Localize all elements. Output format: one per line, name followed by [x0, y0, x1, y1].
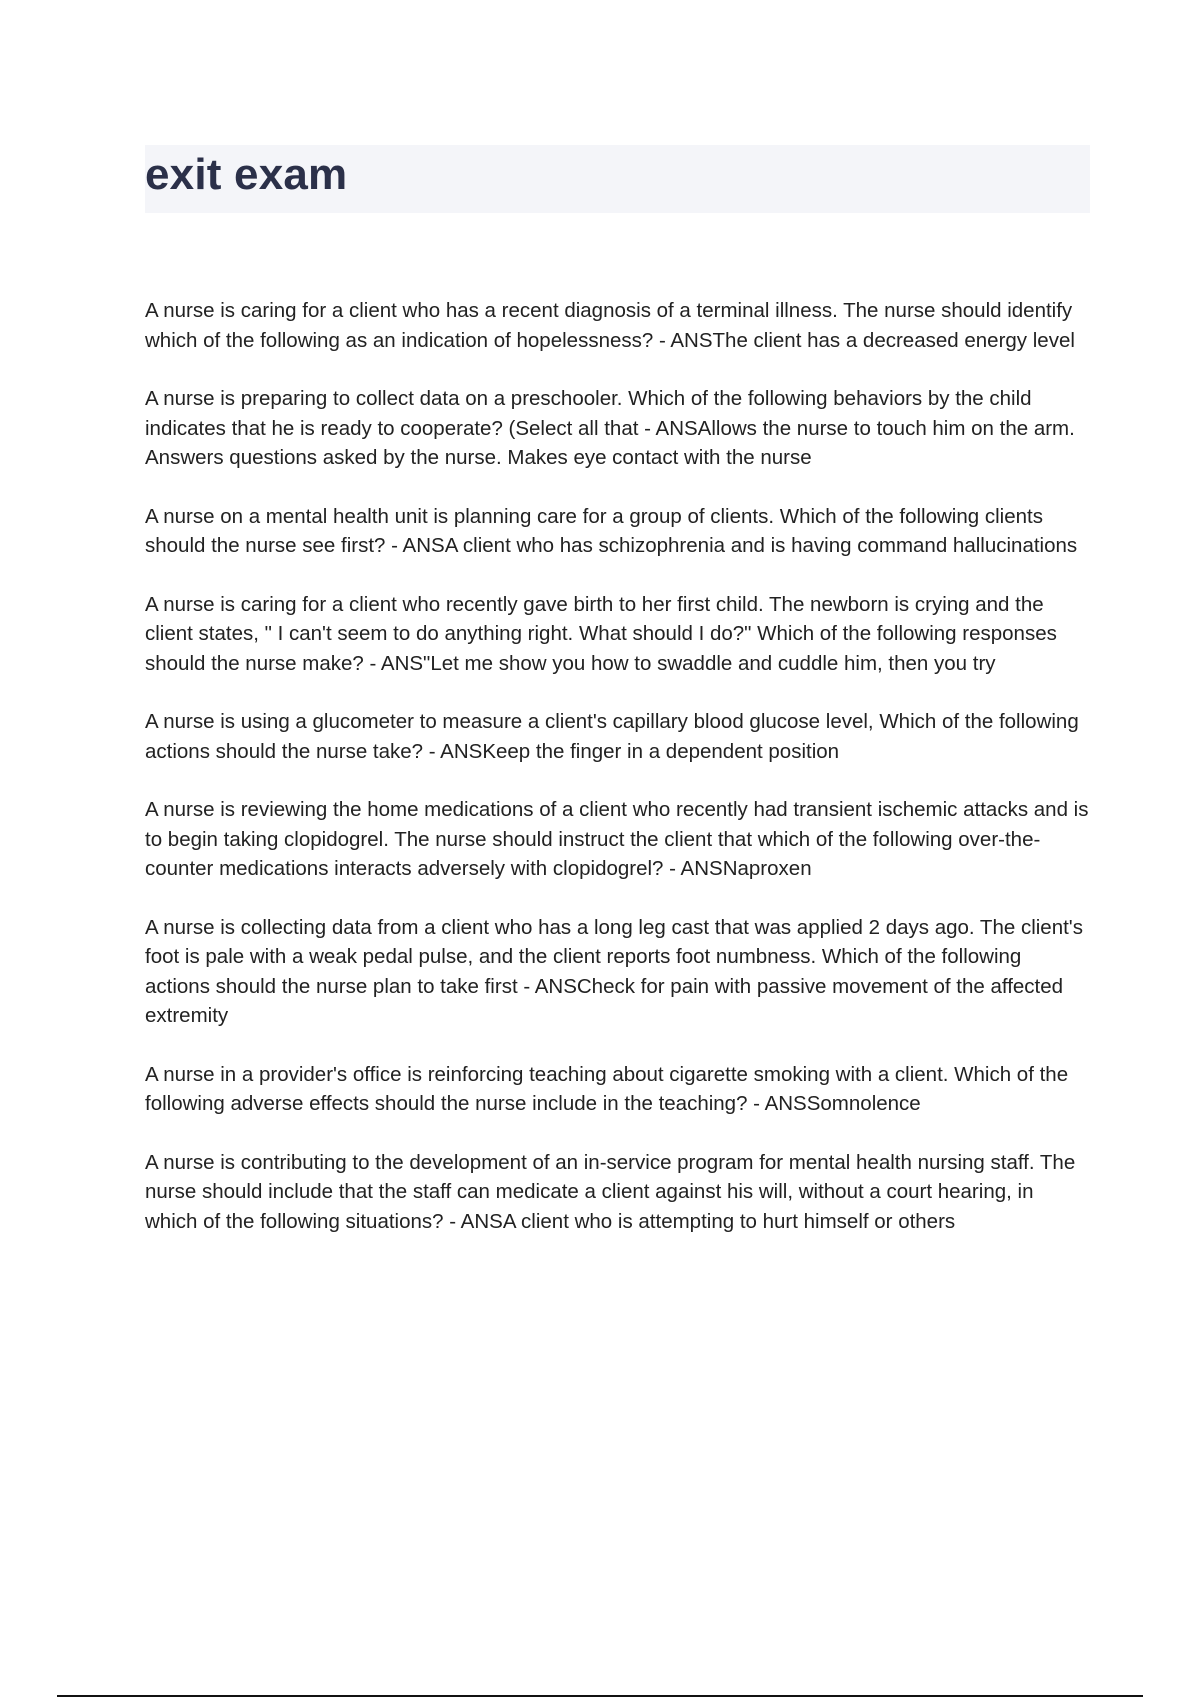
answer-text: Somnolence: [806, 1092, 921, 1115]
answer-text: A client who has schizophrenia and is having command hallucinations: [444, 534, 1078, 557]
question-text: A nurse is caring for a client who has a recent diagnosis of a terminal illness. The nurse should identify which of the following as an indication of hopelessness? - ANS: [145, 299, 1073, 352]
answer-text: Allows the nurse to touch him on the arm. Answers questions asked by the nurse. Makes eye contact with the nurse: [145, 416, 1075, 469]
answer-text: The client has a decreased energy level: [712, 328, 1075, 352]
answer-text: "Let me show you how to swaddle and cuddle him, then you try: [423, 651, 996, 675]
title-band: [145, 145, 1090, 213]
qa-item: [145, 1060, 1090, 1119]
question-text: A nurse is contributing to the development of an in-service program for mental health nursing staff. The nurse should include that the staff can medicate a client against his will, without a court hearing, in which of the following situations? - ANS: [145, 1150, 1076, 1233]
question-text: A nurse is collecting data from a client who has a long leg cast that was applied 2 days ago. The client's foot is pale with a weak pedal pulse, and the client reports foot numbness. Which of the following actions should the nurse plan to take first - ANS: [145, 915, 1083, 998]
answer-text: Check for pain with passive movement of the affected extremity: [145, 974, 1064, 1027]
question-text: A nurse on a mental health unit is planning care for a group of clients. Which of the following clients should the nurse see first? - ANS: [145, 504, 1043, 557]
qa-list: [145, 296, 1090, 1265]
answer-text: A client who is attempting to hurt himself or others: [502, 1209, 956, 1233]
qa-item: [145, 590, 1090, 679]
question-text: A nurse is caring for a client who recently gave birth to her first child. The newborn is crying and the client states, " I can't seem to do anything right. What should I do?" Which of the following responses should the nurse make? - ANS: [145, 592, 1057, 675]
qa-item: [145, 707, 1090, 766]
qa-item: [145, 296, 1090, 355]
qa-item: [145, 384, 1090, 473]
answer-text: Keep the finger in a dependent position: [482, 739, 840, 763]
question-text: A nurse is using a glucometer to measure a client's capillary blood glucose level, Which of the following actions should the nurse take? - ANS: [145, 710, 1079, 763]
qa-item: [145, 795, 1090, 884]
page-title: exit exam: [145, 150, 348, 199]
qa-item: [145, 1148, 1090, 1237]
question-text: A nurse in a provider's office is reinforcing teaching about cigarette smoking with a client. Which of the following adverse effects should the nurse include in the teaching? - ANS: [145, 1062, 1069, 1115]
qa-item: [145, 502, 1090, 561]
question-text: A nurse is reviewing the home medications of a client who recently had transient ischemic attacks and is to begin taking clopidogrel. The nurse should instruct the client that which of the following over-the-counter medications interacts adversely with clopidogrel? - ANS: [145, 798, 1089, 880]
qa-item: [145, 913, 1090, 1031]
answer-text: Naproxen: [722, 857, 812, 880]
footer-rule: [57, 1695, 1143, 1697]
question-text: A nurse is preparing to collect data on a preschooler. Which of the following behaviors by the child indicates that he is ready to cooperate? (Select all that - ANS: [145, 387, 1032, 440]
